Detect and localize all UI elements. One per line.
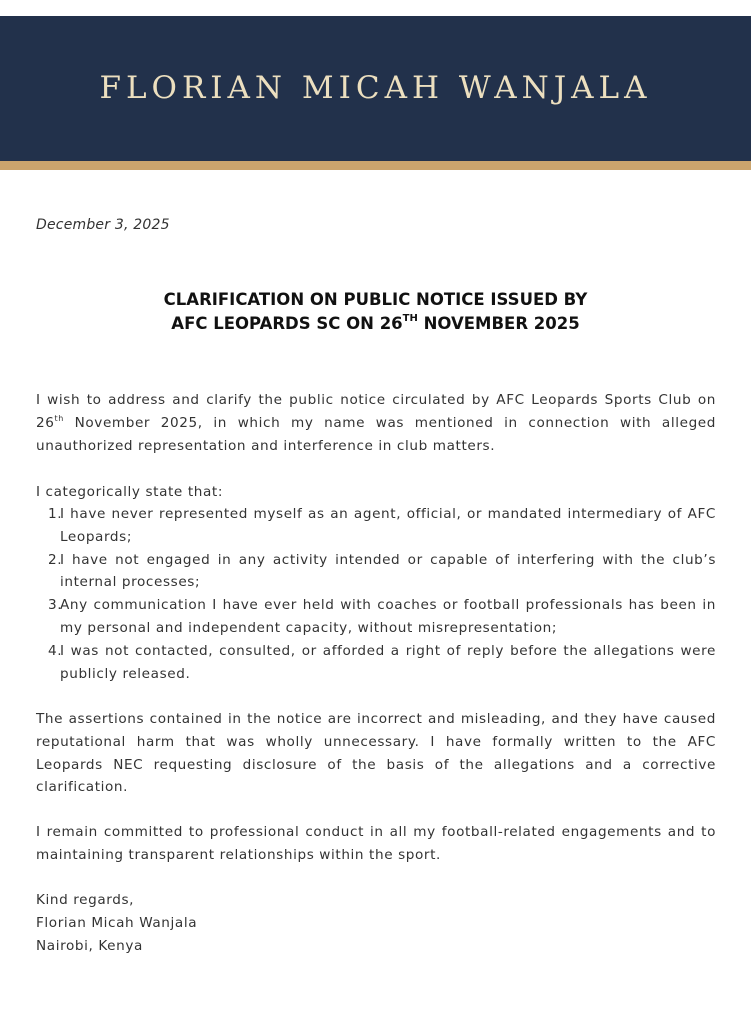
document-title (0, 288, 751, 336)
list-item-number: 3. (48, 597, 63, 614)
list-item-text: I have not engaged in any activity intended or capable of interfering with the club’s internal processes; (60, 551, 716, 591)
letterhead-banner (0, 16, 751, 161)
list-item-text: Any communication I have ever held with coaches or football professionals has been in my personal and independent capacity, without misrepresentation; (60, 597, 716, 636)
signoff-block (36, 889, 197, 957)
statement-list (36, 503, 716, 685)
paragraph-intro-end: November 2025, in which my name was mentioned in connection with alleged unauthorized representation and interference in club matters. (36, 414, 716, 454)
list-item (36, 549, 716, 595)
paragraph-intro (36, 389, 716, 457)
letterhead-name: FLORIAN MICAH WANJALA (99, 69, 652, 106)
list-intro: I categorically state that: (36, 484, 224, 500)
title-line-2-start: AFC LEOPARDS SC ON 26 (171, 314, 403, 333)
letterhead-gold-stripe (0, 161, 751, 170)
title-line-1: CLARIFICATION ON PUBLIC NOTICE ISSUED BY (163, 290, 588, 309)
paragraph-intro-ordinal: th (54, 413, 64, 423)
list-item-number: 4. (48, 642, 63, 659)
signoff-location: Nairobi, Kenya (36, 937, 143, 954)
list-item (36, 640, 716, 686)
letter-date: December 3, 2025 (36, 217, 170, 233)
list-item-text: I have never represented myself as an agent, official, or mandated intermediary of AFC Leopards; (60, 506, 716, 545)
list-item-number: 2. (48, 551, 63, 568)
paragraph-assertions: The assertions contained in the notice are incorrect and misleading, and they have caused reputational harm that was wholly unnecessary. I have formally written to the AFC Leopards NEC requesting disclosure of the basis of the allegations and a corrective clarification. (36, 711, 716, 796)
list-item-number: 1. (48, 506, 63, 522)
paragraph-commitment: I remain committed to professional conduct in all my football-related engagements and to maintaining transparent relationships within the sport. (36, 824, 716, 863)
list-item (36, 594, 716, 640)
signoff-closing: Kind regards, (36, 892, 135, 908)
paragraph-intro-start: I wish to address and clarify the public notice circulated by AFC Leopards Sports Club on 26 (36, 392, 716, 431)
title-line-2-end: NOVEMBER 2025 (417, 314, 580, 333)
title-line-2 (0, 312, 751, 336)
list-item-text: I was not contacted, consulted, or afforded a right of reply before the allegations were publicly released. (60, 642, 716, 682)
signoff-name: Florian Micah Wanjala (36, 914, 198, 931)
title-ordinal-suffix: TH (402, 313, 418, 324)
list-item (36, 503, 716, 549)
